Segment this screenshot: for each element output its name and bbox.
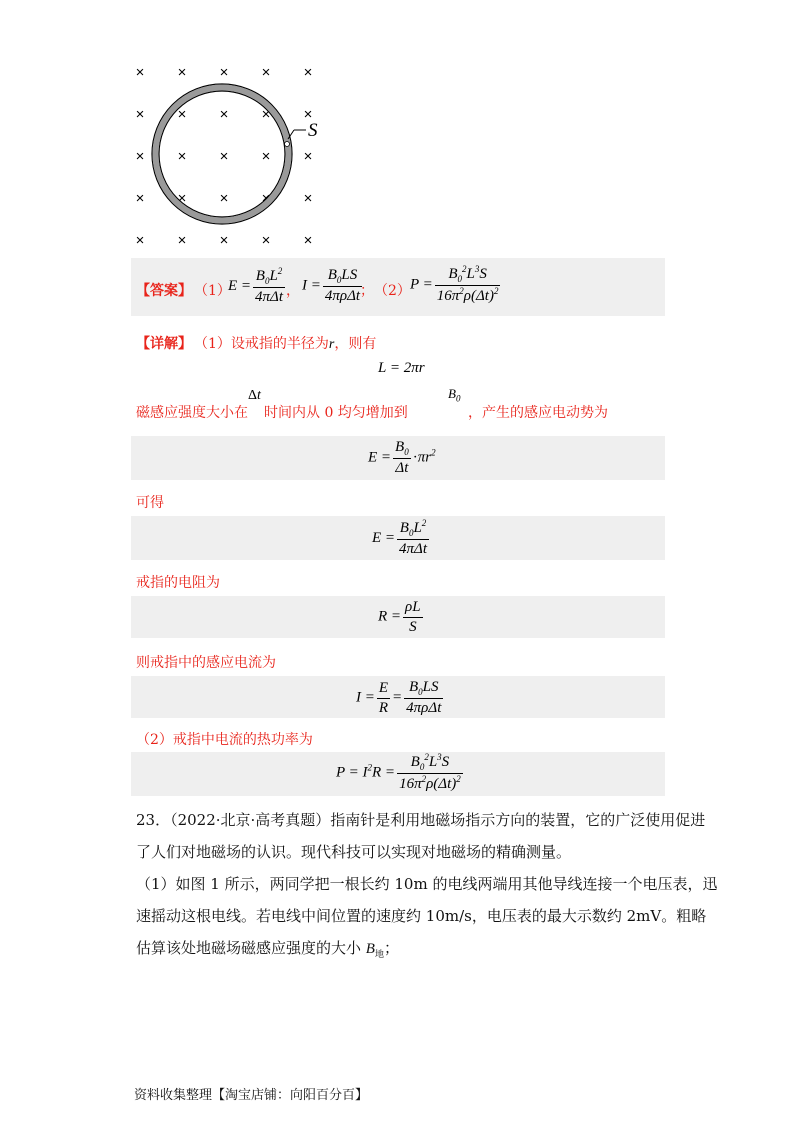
detail-kede: 可得 xyxy=(136,495,164,511)
detail-intro xyxy=(194,333,376,353)
field-cross-icon: × xyxy=(303,64,313,81)
question-line1: 23．（2022·北京·高考真题）指南针是利用地磁场指示方向的装置，它的广泛使用促进 xyxy=(136,811,706,829)
question-line4: 速摇动这根电线。若电线中间位置的速度约 10m/s，电压表的最大示数约 2mV。粗略 xyxy=(136,907,707,925)
question-line5 xyxy=(136,937,399,960)
detail-power: （2）戒指中电流的热功率为 xyxy=(136,732,313,748)
detail-line2a: 磁感应强度大小在 xyxy=(136,405,248,421)
field-cross-icon: × xyxy=(135,232,145,249)
eq-e: E = $\frac{B_0L^2}{\text{4πΔt}}$ xyxy=(372,518,428,558)
field-cross-icon: × xyxy=(303,106,313,123)
detail-line2b: 时间内从 0 均匀增加到 xyxy=(264,405,408,421)
detail-b0-inline: $B_0$ xyxy=(448,386,461,404)
detail-intro-var: r xyxy=(328,337,335,352)
field-cross-icon: × xyxy=(219,64,229,81)
detail-intro-text: （1）设戒指的半径为 xyxy=(194,336,329,352)
field-cross-icon: × xyxy=(177,106,187,123)
footer-text: 资料收集整理【淘宝店铺：向阳百分百】 xyxy=(134,1088,369,1103)
answer-part1: （1） xyxy=(194,283,231,299)
answer-eq-i: I = $\frac{B_0LS}{\text{4πρΔt}}$ xyxy=(302,267,361,305)
eq-p: $P = I^2R$ = $\frac{B_0^2L^3S}{16\pi^2\rho(\Delta t)^2}$ xyxy=(336,752,461,793)
field-cross-icon: × xyxy=(261,190,271,207)
field-cross-icon: × xyxy=(303,148,313,165)
ring-figure xyxy=(128,60,338,250)
question-b-sub: 地 xyxy=(374,950,384,960)
field-cross-icon: × xyxy=(219,106,229,123)
detail-current: 则戒指中的感应电流为 xyxy=(136,655,276,671)
question-line2: 了人们对地磁场的认识。现代科技可以实现对地磁场的精确测量。 xyxy=(136,843,572,861)
field-cross-icon: × xyxy=(261,232,271,249)
answer-eq-p: P = $\frac{B_0^2L^3S}{16\pi^2\rho(\Delta t)^2}$ xyxy=(410,264,499,305)
field-cross-icon: × xyxy=(219,148,229,165)
eq-emf: E = $\frac{B_0}{\Delta t}$ $\cdot\pi r^2$ xyxy=(368,439,436,477)
field-cross-icon: × xyxy=(303,190,313,207)
answer-sep2: ； xyxy=(360,283,374,299)
field-cross-icon: × xyxy=(219,232,229,249)
field-cross-icon: × xyxy=(303,232,313,249)
detail-tag: 【详解】 xyxy=(136,336,192,352)
field-cross-icon: × xyxy=(177,148,187,165)
field-cross-icon: × xyxy=(219,190,229,207)
eq-r: R = $\frac{\rho L}{S}$ xyxy=(378,599,421,635)
field-cross-icon: × xyxy=(261,64,271,81)
field-cross-icon: × xyxy=(177,64,187,81)
answer-part2: （2） xyxy=(374,283,411,299)
field-cross-icon: × xyxy=(261,106,271,123)
detail-resistance: 戒指的电阻为 xyxy=(136,575,220,591)
answer-sep1: ， xyxy=(286,283,300,299)
field-cross-icon: × xyxy=(135,64,145,81)
field-cross-icon: × xyxy=(261,148,271,165)
field-cross-icon: × xyxy=(135,148,145,165)
figure-label-s: S xyxy=(308,120,318,141)
field-cross-icon: × xyxy=(135,106,145,123)
question-line5-end: ； xyxy=(383,939,399,957)
eq-l-2pir: L = 2πr xyxy=(378,360,425,376)
detail-line2c: ，产生的感应电动势为 xyxy=(468,405,608,421)
field-cross-icon: × xyxy=(177,232,187,249)
answer-eq-e: E = $\frac{B_0L^2}{\text{4πΔt}}$ xyxy=(228,266,284,306)
question-b-symbol: B xyxy=(365,941,375,957)
detail-intro-end: ，则有 xyxy=(334,336,377,352)
detail-dt-inline: Δt xyxy=(248,388,261,403)
question-line3: （1）如图 1 所示，两同学把一根长约 10m 的电线两端用其他导线连接一个电压表，迅 xyxy=(136,875,718,893)
question-line5-text: 估算该处地磁场磁感应强度的大小 xyxy=(136,939,362,957)
field-cross-icon: × xyxy=(177,190,187,207)
eq-i: I = $\frac{E}{R}$ = $\frac{B_0LS}{\text{4πρΔt}}$ xyxy=(356,679,442,717)
field-cross-icon: × xyxy=(135,190,145,207)
answer-tag: 【答案】 xyxy=(136,283,192,299)
